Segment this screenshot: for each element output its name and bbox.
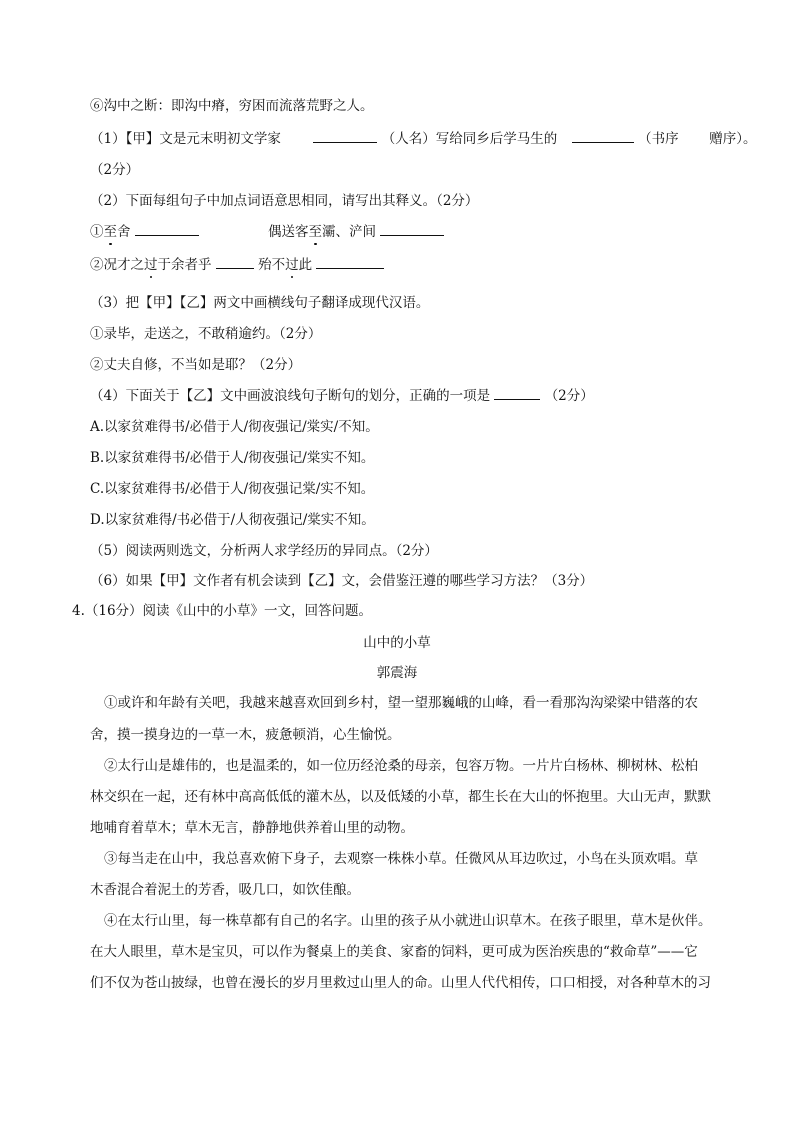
- q3-part4-score: （2分）: [544, 388, 594, 404]
- article-author: 郭震海: [376, 665, 418, 681]
- answer-blank-genre[interactable]: [572, 129, 634, 143]
- dotted-word-guo-2: 过: [285, 257, 299, 273]
- row1a-prefix: ①: [90, 224, 104, 240]
- article-line: 地哺育着草木；草木无言，静静地供养着山里的动物。: [90, 820, 414, 836]
- row2a-prefix: ②况才之: [90, 257, 144, 273]
- row2a-suffix: 于余者乎: [157, 257, 212, 273]
- q3-part4-stem-text: （4）下面关于【乙】文中画波浪线句子断句的划分，正确的一项是: [90, 388, 491, 404]
- row1b-prefix: 偶送客: [268, 224, 309, 240]
- article-title: 山中的小草: [363, 635, 431, 651]
- answer-blank-choice[interactable]: [494, 386, 540, 400]
- q3-part4-stem: [90, 386, 594, 406]
- q3-part1-text-a: （1）【甲】文是元末明初文学家: [90, 131, 281, 147]
- q4-header: 4.（16分）阅读《山中的小草》一文，回答问题。: [72, 603, 373, 619]
- q3-part3-sentence2: ②丈夫自修，不当如是耶？（2分）: [90, 357, 302, 373]
- row2b-suffix: 此: [298, 257, 313, 273]
- dotted-word-zhi-1: 至: [103, 224, 117, 240]
- q3-part2-row1: [90, 222, 199, 242]
- q3-part2-row2: [90, 255, 384, 275]
- q3-part1-text-d: 赠序）。: [709, 131, 757, 147]
- q3-part2-row1b: [268, 222, 444, 242]
- dotted-word-zhi-2: 至: [308, 224, 322, 240]
- article-line: 木香混合着泥土的芳香，吸几口，如饮佳酿。: [90, 882, 360, 898]
- answer-blank-guo-2[interactable]: [316, 255, 384, 269]
- answer-blank-guo-1[interactable]: [216, 255, 254, 269]
- article-line: 林交织在一起，还有林中高高低低的灌木丛，以及低矮的小草，都生长在大山的怀抱里。大山无声，默默: [90, 789, 711, 805]
- option-b[interactable]: B.以家贫难得书/必借于人/彻夜强记/棠实不知。: [90, 450, 375, 466]
- row2b-prefix: 殆不: [258, 257, 286, 273]
- answer-blank-zhi-1[interactable]: [135, 222, 199, 236]
- annotation-6: ⑥沟中之断：即沟中瘠，穷困而流落荒野之人。: [90, 98, 374, 114]
- answer-blank-zhi-2[interactable]: [380, 222, 444, 236]
- article-line: ④在太行山里，每一株草都有自己的名字。山里的孩子从小就进山识草木。在孩子眼里，草木是伙伴。: [104, 913, 712, 929]
- q3-part1-text-b: （人名）写给同乡后学马生的: [381, 131, 558, 147]
- answer-blank-author[interactable]: [313, 129, 377, 143]
- q3-part3-stem: （3）把【甲】【乙】两文中画横线句子翻译成现代汉语。: [90, 295, 430, 311]
- q3-part3-sentence1: ①录毕，走送之，不敢稍逾约。（2分）: [90, 326, 322, 342]
- article-line: ②太行山是雄伟的，也是温柔的，如一位历经沧桑的母亲，包容万物。一片片白杨林、柳树林、松柏: [104, 758, 698, 774]
- article-line: ③每当走在山中，我总喜欢俯下身子，去观察一株株小草。任微风从耳边吹过，小鸟在头顶欢唱。草: [104, 851, 698, 867]
- option-d[interactable]: D.以家贫难得/书必借于/人彻夜强记/棠实不知。: [90, 512, 375, 528]
- dotted-word-guo-1: 过: [144, 257, 158, 273]
- q3-part5: （5）阅读两则选文，分析两人求学经历的异同点。（2分）: [90, 543, 438, 559]
- article-line: 在大人眼里，草木是宝贝，可以作为餐桌上的美食、家畜的饲料，更可成为医治疾患的“救命草”——它: [90, 944, 698, 960]
- option-a[interactable]: A.以家贫难得书/必借于人/彻夜强记/棠实/不知。: [90, 419, 379, 435]
- q3-part1-text-c: （书序: [638, 131, 679, 147]
- article-line: 舍，摸一摸身边的一草一木，疲惫顿消，心生愉悦。: [90, 727, 401, 743]
- q3-part6: （6）如果【甲】文作者有机会读到【乙】文，会借鉴汪遵的哪些学习方法？（3分）: [90, 573, 594, 589]
- q3-part1-score: （2分）: [90, 162, 140, 178]
- q3-part2-stem: （2）下面每组句子中加点词语意思相同，请写出其释义。（2分）: [90, 193, 479, 209]
- article-line: ①或许和年龄有关吧，我越来越喜欢回到乡村，望一望那巍峨的山峰，看一看那沟沟梁梁中错落的农: [104, 695, 698, 711]
- option-c[interactable]: C.以家贫难得书/必借于人/彻夜强记棠/实不知。: [90, 481, 375, 497]
- q3-part1: [90, 129, 756, 149]
- row1a-suffix: 舍: [117, 224, 131, 240]
- row1b-suffix: 灞、浐间: [322, 224, 376, 240]
- article-line: 们不仅为苍山披绿，也曾在漫长的岁月里救过山里人的命。山里人代代相传，口口相授，对各种草木的习: [90, 975, 711, 991]
